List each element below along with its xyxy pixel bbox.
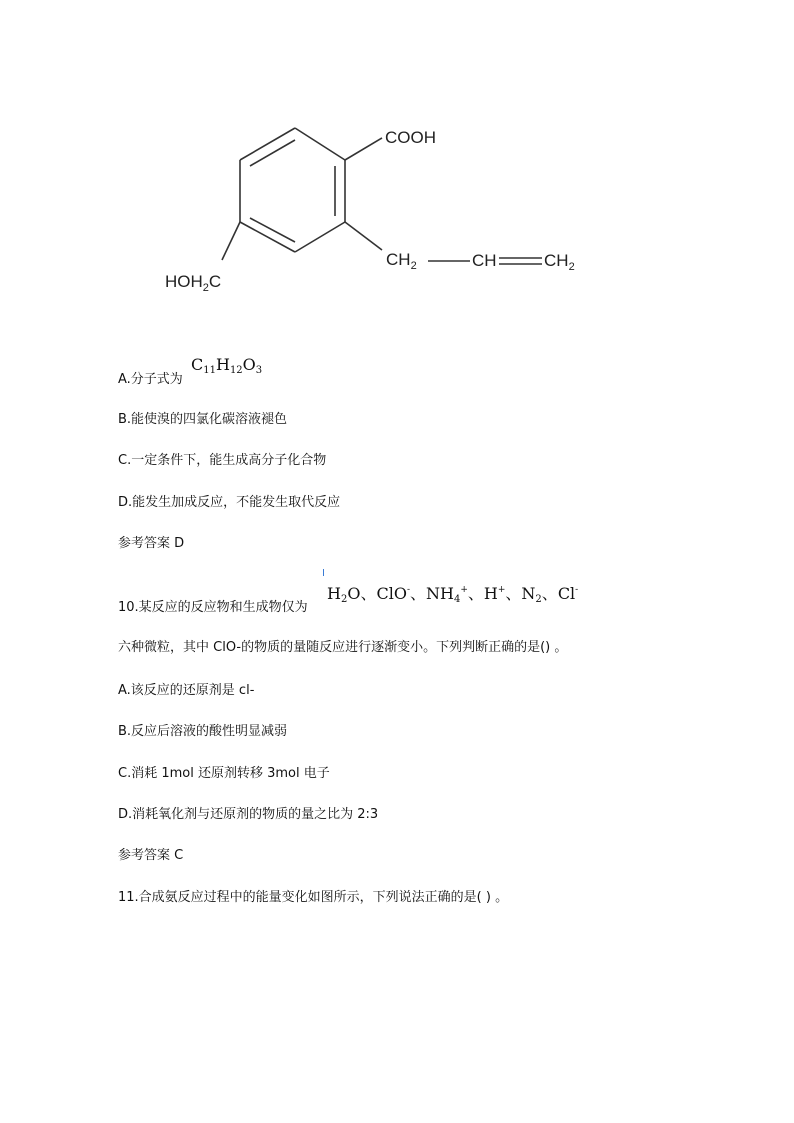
ch2-label-1: $CH_2$ <box>386 250 417 272</box>
q9-option-c: C.一定条件下，能生成高分子化合物 <box>118 453 327 468</box>
q9-answer: 参考答案 D <box>118 536 185 551</box>
q10-option-a: A.该反应的还原剂是 cl- <box>118 683 255 698</box>
q10-stem: 10.某反应的反应物和生成物仅为 <box>118 600 308 615</box>
ch2-label-2: $CH_2$ <box>544 251 575 273</box>
structural-formula <box>150 100 600 310</box>
q9-option-a: A.分子式为 <box>118 372 183 387</box>
cooh-label: COOH <box>385 128 436 147</box>
q10-option-d: D.消耗氧化剂与还原剂的物质的量之比为 2:3 <box>118 807 379 822</box>
substituent-bonds <box>222 138 542 264</box>
q9-option-b: B.能使溴的四氯化碳溶液褪色 <box>118 412 288 427</box>
text-cursor-mark <box>323 569 324 576</box>
hoh2c-label: $HOH_2C$ <box>165 272 222 294</box>
q11-stem: 11.合成氨反应过程中的能量变化如图所示，下列说法正确的是( ) 。 <box>118 890 509 905</box>
q10-stem-continued: 六种微粒，其中 ClO-的物质的量随反应进行逐渐变小。下列判断正确的是() 。 <box>118 640 568 655</box>
q10-option-c: C.消耗 1mol 还原剂转移 3mol 电子 <box>118 766 330 781</box>
q10-option-b: B.反应后溶液的酸性明显减弱 <box>118 724 288 739</box>
benzene-ring <box>240 128 345 252</box>
ch-label: CH <box>472 251 497 270</box>
q10-species-formula: $H_2O$、ClO-、$NH_4^+$、H+、$N_2$、Cl- <box>327 584 579 605</box>
q10-answer: 参考答案 C <box>118 848 184 863</box>
q9-option-d: D.能发生加成反应，不能发生取代反应 <box>118 495 341 510</box>
q9-option-a-formula: $C_{11}H_{12}O_3$ <box>191 355 263 376</box>
